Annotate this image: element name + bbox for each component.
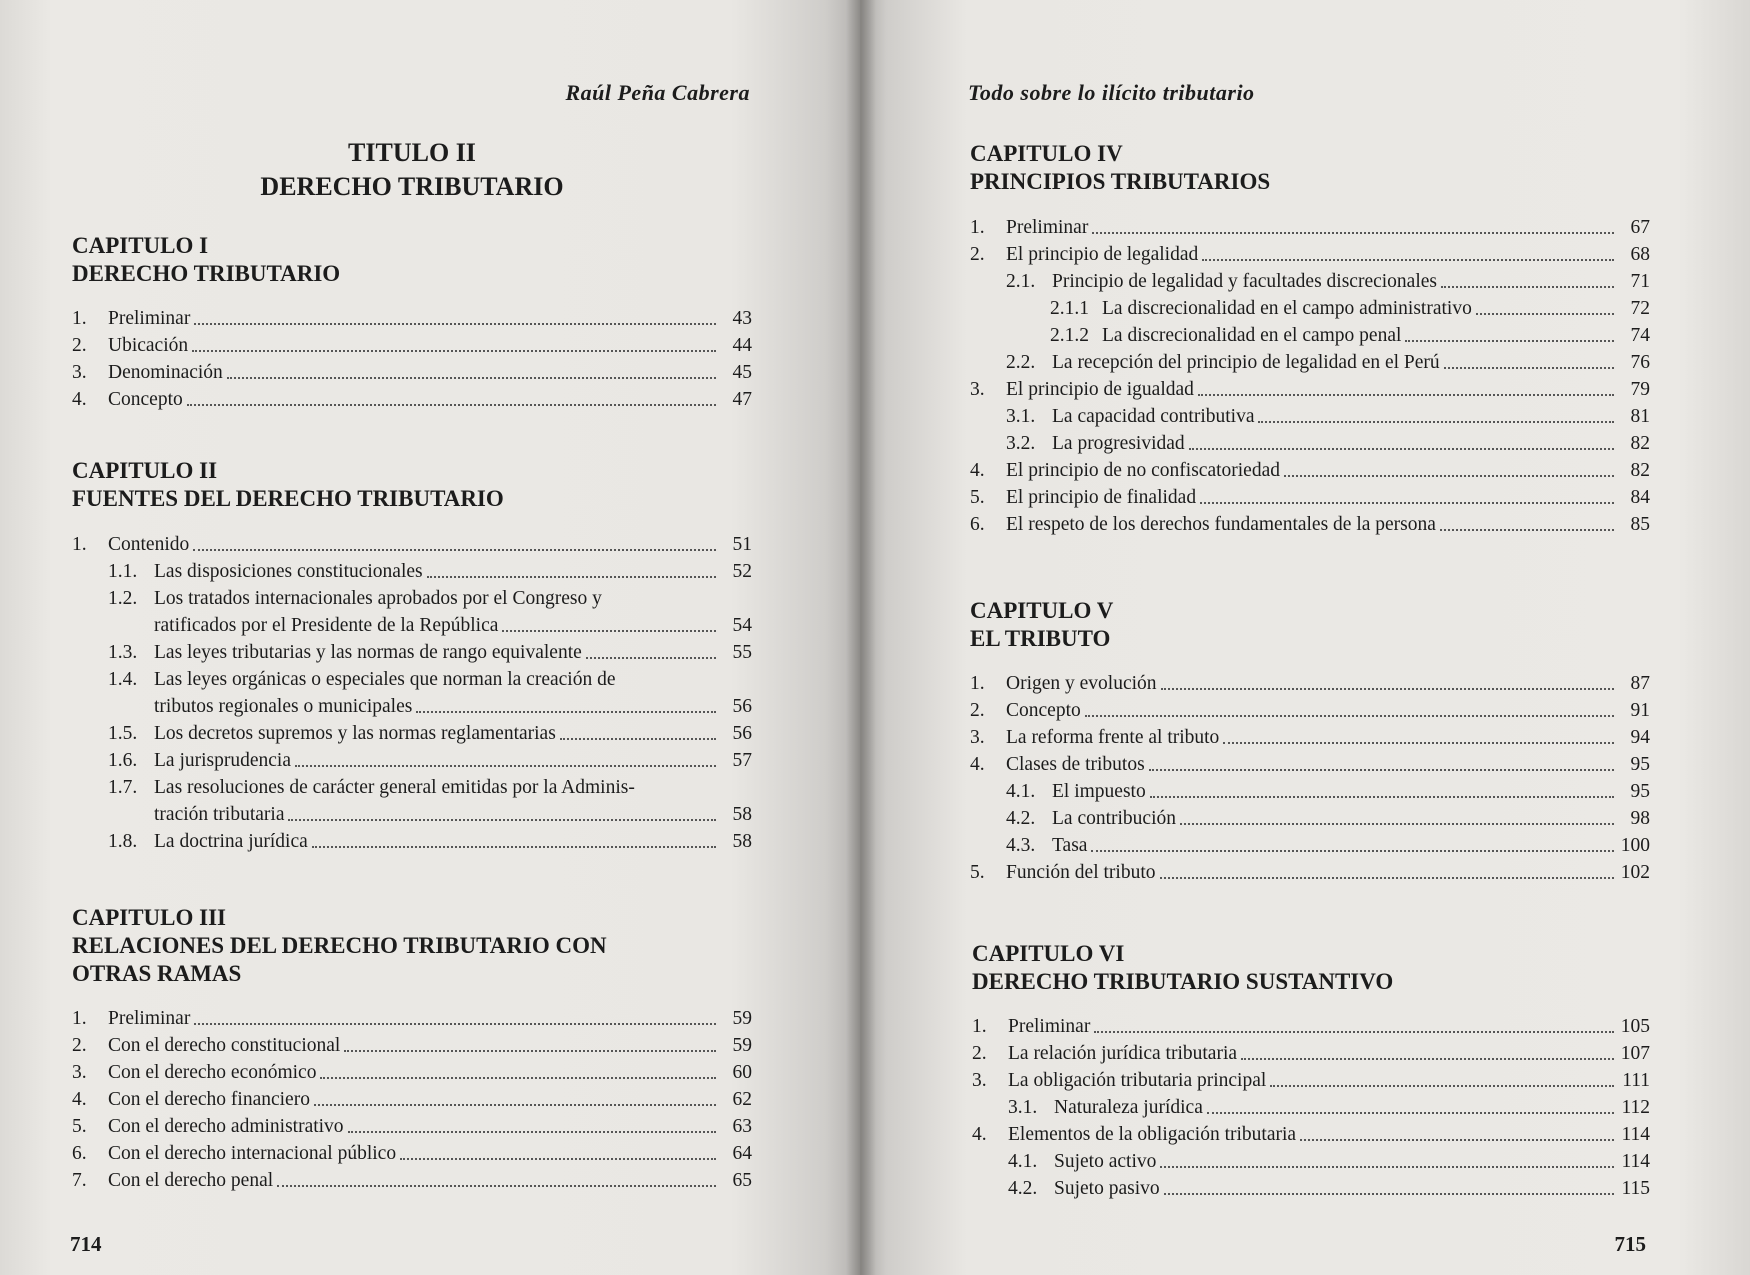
chapter-1 bbox=[72, 232, 752, 413]
toc-entry[interactable]: 1. Contenido 51 bbox=[72, 534, 752, 555]
toc-entry[interactable]: 7. Con el derecho penal 65 bbox=[72, 1170, 752, 1191]
running-head-left: Raúl Peña Cabrera bbox=[565, 80, 750, 105]
chapter-label: CAPITULO I bbox=[72, 233, 209, 258]
toc-entry[interactable]: 3.1. La capacidad contributiva 81 bbox=[1006, 406, 1650, 427]
chapter-title: DERECHO TRIBUTARIO SUSTANTIVO bbox=[972, 969, 1394, 994]
toc-entry[interactable]: 2. El principio de legalidad 68 bbox=[970, 244, 1650, 265]
chapter-title: EL TRIBUTO bbox=[970, 626, 1111, 651]
toc-entry[interactable]: 5. El principio de finalidad 84 bbox=[970, 487, 1650, 508]
toc-entry[interactable]: 3. El principio de igualdad 79 bbox=[970, 379, 1650, 400]
left-page bbox=[0, 0, 860, 1275]
toc-list bbox=[72, 1005, 752, 1194]
chapter-2 bbox=[72, 457, 752, 855]
toc-entry[interactable]: 4.2. Sujeto pasivo 115 bbox=[1008, 1178, 1650, 1199]
chapter-label: CAPITULO III bbox=[72, 905, 227, 930]
toc-entry[interactable]: 3. Con el derecho económico 60 bbox=[72, 1062, 752, 1083]
chapter-title: PRINCIPIOS TRIBUTARIOS bbox=[970, 169, 1271, 194]
right-page bbox=[860, 0, 1750, 1275]
chapter-label: CAPITULO II bbox=[72, 458, 218, 483]
chapter-3 bbox=[72, 904, 752, 1194]
toc-entry[interactable]: 6. El respeto de los derechos fundamentales de la persona 85 bbox=[970, 514, 1650, 535]
toc-list bbox=[970, 670, 1650, 886]
toc-entry[interactable]: 1. Origen y evolución 87 bbox=[970, 673, 1650, 694]
chapter-label: CAPITULO V bbox=[970, 598, 1114, 623]
toc-entry[interactable]: 5. Función del tributo 102 bbox=[970, 862, 1650, 883]
toc-entry[interactable]: 2. Concepto 91 bbox=[970, 700, 1650, 721]
toc-entry[interactable]: 1.7. Las resoluciones de carácter general emitidas por la Adminis- tración tributaria 58 bbox=[108, 777, 752, 825]
toc-entry[interactable]: 5. Con el derecho administrativo 63 bbox=[72, 1116, 752, 1137]
chapter-title: DERECHO TRIBUTARIO bbox=[72, 261, 341, 286]
toc-entry[interactable]: 4.1. El impuesto 95 bbox=[1006, 781, 1650, 802]
toc-entry[interactable]: 4.2. La contribución 98 bbox=[1006, 808, 1650, 829]
toc-entry[interactable]: 3.2. La progresividad 82 bbox=[1006, 433, 1650, 454]
toc-entry[interactable]: 4. Con el derecho financiero 62 bbox=[72, 1089, 752, 1110]
toc-entry[interactable]: 6. Con el derecho internacional público 64 bbox=[72, 1143, 752, 1164]
toc-list bbox=[72, 305, 752, 413]
toc-entry[interactable]: 1. Preliminar 59 bbox=[72, 1008, 752, 1029]
toc-entry[interactable]: 2. La relación jurídica tributaria 107 bbox=[972, 1043, 1650, 1064]
toc-entry[interactable]: 1.4. Las leyes orgánicas o especiales que norman la creación de tributos regionales o municipales 56 bbox=[108, 669, 752, 717]
toc-entry[interactable]: 1.6. La jurisprudencia 57 bbox=[108, 750, 752, 771]
toc-entry[interactable]: 4.1. Sujeto activo 114 bbox=[1008, 1151, 1650, 1172]
toc-entry[interactable]: 1.3. Las leyes tributarias y las normas de rango equivalente 55 bbox=[108, 642, 752, 663]
toc-entry[interactable]: 4. Concepto 47 bbox=[72, 389, 752, 410]
toc-entry[interactable]: 2.2. La recepción del principio de legalidad en el Perú 76 bbox=[1006, 352, 1650, 373]
toc-entry[interactable]: 3. La reforma frente al tributo 94 bbox=[970, 727, 1650, 748]
toc-entry[interactable]: 2. Ubicación 44 bbox=[72, 335, 752, 356]
toc-entry[interactable]: 2.1.2 La discrecionalidad en el campo penal 74 bbox=[1050, 325, 1650, 346]
part-title bbox=[72, 136, 752, 204]
page-number-left: 714 bbox=[70, 1232, 102, 1256]
chapter-title: RELACIONES DEL DERECHO TRIBUTARIO CON bbox=[72, 933, 607, 958]
toc-entry[interactable]: 2. Con el derecho constitucional 59 bbox=[72, 1035, 752, 1056]
toc-entry[interactable]: 1. Preliminar 105 bbox=[972, 1016, 1650, 1037]
part-title-line-2: DERECHO TRIBUTARIO bbox=[260, 172, 564, 201]
toc-entry[interactable]: 2.1. Principio de legalidad y facultades discrecionales 71 bbox=[1006, 271, 1650, 292]
toc-entry[interactable]: 4. Clases de tributos 95 bbox=[970, 754, 1650, 775]
toc-entry[interactable]: 3. La obligación tributaria principal 111 bbox=[972, 1070, 1650, 1091]
toc-entry[interactable]: 2.1.1 La discrecionalidad en el campo administrativo 72 bbox=[1050, 298, 1650, 319]
chapter-label: CAPITULO IV bbox=[970, 141, 1123, 166]
toc-list bbox=[972, 1013, 1650, 1202]
toc-entry[interactable]: 1. Preliminar 43 bbox=[72, 308, 752, 329]
page-number-right: 715 bbox=[1614, 1232, 1646, 1256]
toc-entry[interactable]: 1. Preliminar 67 bbox=[970, 217, 1650, 238]
book-gutter bbox=[846, 0, 876, 1275]
toc-entry[interactable]: 3.1. Naturaleza jurídica 112 bbox=[1008, 1097, 1650, 1118]
chapter-title-line-2: OTRAS RAMAS bbox=[72, 961, 242, 986]
chapter-label: CAPITULO VI bbox=[972, 941, 1125, 966]
toc-entry[interactable]: 4. El principio de no confiscatoriedad 82 bbox=[970, 460, 1650, 481]
chapter-5 bbox=[970, 597, 1650, 886]
toc-entry[interactable]: 3. Denominación 45 bbox=[72, 362, 752, 383]
chapter-6 bbox=[972, 940, 1650, 1202]
toc-entry[interactable]: 1.1. Las disposiciones constitucionales 52 bbox=[108, 561, 752, 582]
running-head-right: Todo sobre lo ilícito tributario bbox=[968, 80, 1255, 105]
toc-entry[interactable]: 1.2. Los tratados internacionales aprobados por el Congreso y ratificados por el Presidente de la República 54 bbox=[108, 588, 752, 636]
part-title-line-1: TITULO II bbox=[348, 138, 476, 167]
toc-list bbox=[970, 214, 1650, 538]
chapter-4 bbox=[970, 140, 1650, 538]
toc-entry[interactable]: 1.8. La doctrina jurídica 58 bbox=[108, 831, 752, 852]
toc-entry[interactable]: 1.5. Los decretos supremos y las normas reglamentarias 56 bbox=[108, 723, 752, 744]
toc-list bbox=[72, 531, 752, 855]
chapter-title: FUENTES DEL DERECHO TRIBUTARIO bbox=[72, 486, 504, 511]
toc-entry[interactable]: 4.3. Tasa 100 bbox=[1006, 835, 1650, 856]
toc-entry[interactable]: 4. Elementos de la obligación tributaria 114 bbox=[972, 1124, 1650, 1145]
